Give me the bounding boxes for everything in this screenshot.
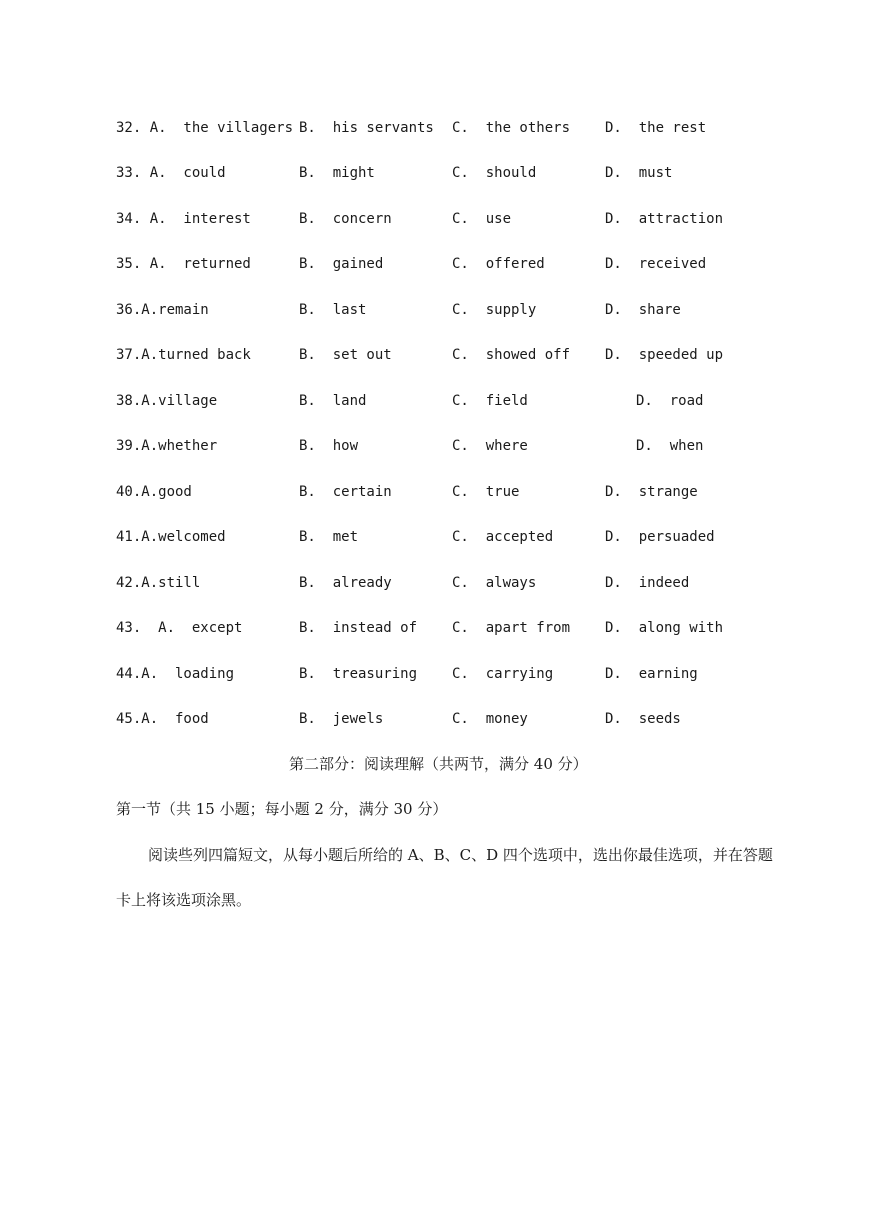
option-c: C. where bbox=[452, 438, 528, 454]
question-row-33 bbox=[0, 161, 673, 185]
option-d: D. when bbox=[636, 438, 704, 454]
option-b: B. jewels bbox=[299, 711, 384, 727]
option-b: B. certain bbox=[299, 484, 392, 500]
question-row-45 bbox=[0, 707, 681, 731]
option-d: D. share bbox=[605, 302, 681, 318]
option-b: B. instead of bbox=[299, 620, 418, 636]
option-d: D. received bbox=[605, 256, 707, 272]
option-a: 43. A. except bbox=[116, 620, 243, 636]
question-row-38 bbox=[0, 389, 704, 413]
option-c: C. carrying bbox=[452, 666, 554, 682]
option-a: 33. A. could bbox=[116, 165, 226, 181]
option-c: C. offered bbox=[452, 256, 545, 272]
option-c: C. money bbox=[452, 711, 528, 727]
option-d: D. along with bbox=[605, 620, 724, 636]
option-d: D. road bbox=[636, 393, 704, 409]
question-row-39 bbox=[0, 434, 704, 458]
option-d: D. indeed bbox=[605, 575, 690, 591]
option-a: 36.A.remain bbox=[116, 302, 209, 318]
question-row-34 bbox=[0, 207, 724, 231]
option-d: D. must bbox=[605, 165, 673, 181]
option-d: D. speeded up bbox=[605, 347, 724, 363]
option-c: C. the others bbox=[452, 120, 571, 136]
option-b: B. land bbox=[299, 393, 367, 409]
option-b: B. how bbox=[299, 438, 359, 454]
option-a: 32. A. the villagers bbox=[116, 120, 294, 136]
option-d: D. the rest bbox=[605, 120, 707, 136]
option-b: B. met bbox=[299, 529, 359, 545]
part-title: 第二部分：阅读理解（共两节，满分 40 分） bbox=[289, 755, 588, 773]
option-c: C. supply bbox=[452, 302, 537, 318]
option-b: B. already bbox=[299, 575, 392, 591]
option-a: 40.A.good bbox=[116, 484, 192, 500]
option-d: D. strange bbox=[605, 484, 698, 500]
subsection-title: 第一节（共 15 小题；每小题 2 分，满分 30 分） bbox=[116, 800, 448, 818]
question-row-32 bbox=[0, 116, 707, 140]
option-a: 42.A.still bbox=[116, 575, 201, 591]
option-b: B. might bbox=[299, 165, 375, 181]
instructions-line-2: 卡上将该选项涂黑。 bbox=[116, 891, 252, 909]
option-b: B. set out bbox=[299, 347, 392, 363]
instructions-line-1: 阅读些列四篇短文，从每小题后所给的 A、B、C、D 四个选项中，选出你最佳选项，并在答题 bbox=[148, 846, 773, 864]
option-b: B. concern bbox=[299, 211, 392, 227]
question-row-42 bbox=[0, 571, 690, 595]
option-c: C. always bbox=[452, 575, 537, 591]
option-a: 37.A.turned back bbox=[116, 347, 251, 363]
option-c: C. accepted bbox=[452, 529, 554, 545]
option-c: C. true bbox=[452, 484, 520, 500]
option-d: D. persuaded bbox=[605, 529, 715, 545]
option-c: C. should bbox=[452, 165, 537, 181]
option-a: 44.A. loading bbox=[116, 666, 235, 682]
question-row-36 bbox=[0, 298, 681, 322]
option-c: C. field bbox=[452, 393, 528, 409]
option-b: B. treasuring bbox=[299, 666, 418, 682]
option-a: 39.A.whether bbox=[116, 438, 218, 454]
option-d: D. earning bbox=[605, 666, 698, 682]
question-row-44 bbox=[0, 662, 698, 686]
option-b: B. his servants bbox=[299, 120, 434, 136]
option-b: B. last bbox=[299, 302, 367, 318]
question-row-35 bbox=[0, 252, 707, 276]
question-row-37 bbox=[0, 343, 724, 367]
option-c: C. showed off bbox=[452, 347, 571, 363]
question-row-40 bbox=[0, 480, 698, 504]
option-a: 45.A. food bbox=[116, 711, 209, 727]
option-b: B. gained bbox=[299, 256, 384, 272]
option-a: 35. A. returned bbox=[116, 256, 251, 272]
option-a: 38.A.village bbox=[116, 393, 218, 409]
option-a: 41.A.welcomed bbox=[116, 529, 226, 545]
question-row-41 bbox=[0, 525, 715, 549]
option-d: D. attraction bbox=[605, 211, 724, 227]
option-c: C. apart from bbox=[452, 620, 571, 636]
option-a: 34. A. interest bbox=[116, 211, 251, 227]
option-c: C. use bbox=[452, 211, 512, 227]
option-d: D. seeds bbox=[605, 711, 681, 727]
question-row-43 bbox=[0, 616, 724, 640]
